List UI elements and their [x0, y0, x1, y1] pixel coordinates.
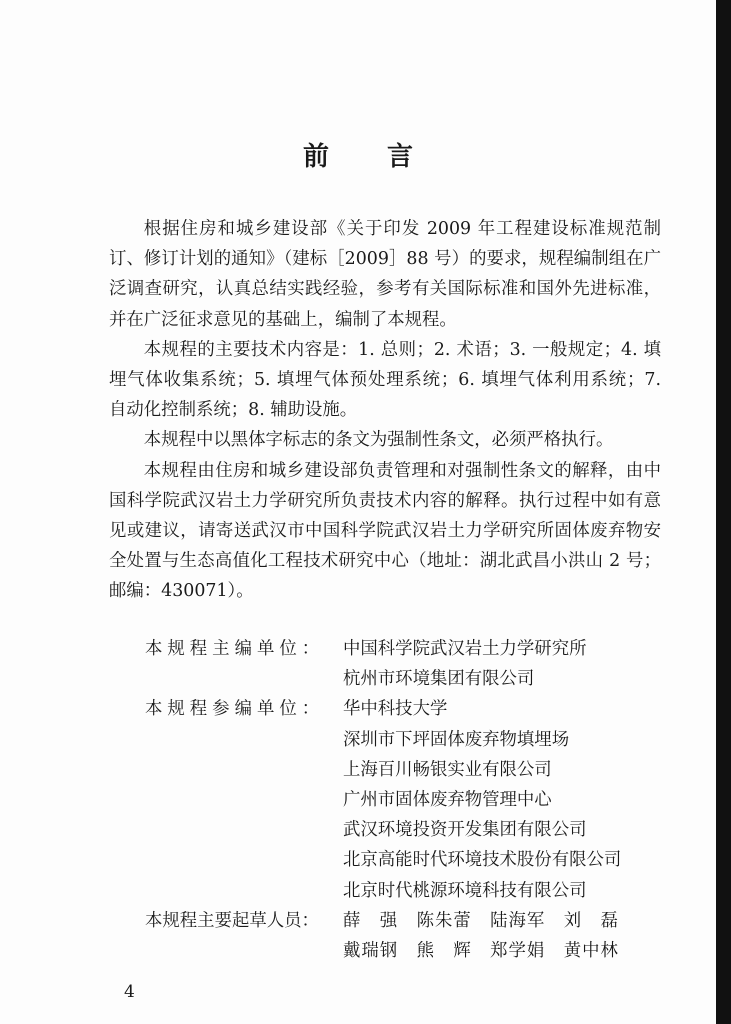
paragraph-management: 本规程由住房和城乡建设部负责管理和对强制性条文的解释，由中国科学院武汉岩土力学研究所负责技术内容的解释。执行过程中如有意见或建议，请寄送武汉市中国科学院武汉岩土力学研究所固体废弃物安全处置与生态高值化工程技术研究中心（地址：湖北武昌小洪山 2 号；邮编：430071）。: [109, 460, 661, 602]
participating-row: [109, 755, 669, 785]
participating-row: [109, 785, 669, 815]
participating-unit: 华中科技大学: [343, 699, 448, 720]
drafters-names: 戴瑞钢 熊 辉 郑学娟 黄中林: [343, 940, 619, 961]
participating-unit: 武汉环境投资开发集团有限公司: [343, 820, 587, 841]
participating-unit: 北京时代桃源环境科技有限公司: [343, 880, 587, 901]
drafters-row: [109, 936, 669, 966]
chief-editor-row: [109, 664, 669, 694]
participating-row: [109, 694, 669, 724]
chief-editor-unit: 杭州市环境集团有限公司: [343, 669, 535, 690]
participating-label: 本规程参编单位：: [145, 699, 325, 720]
units-list: [109, 634, 669, 966]
paragraph-basis: 根据住房和城乡建设部《关于印发 2009 年工程建设标准规范制订、修订计划的通知》（建标［2009］88 号）的要求，规程编制组在广泛调查研究，认真总结实践经验，参考有关国际标准和国外先进标准，并在广泛征求意见的基础上，编制了本规程。: [109, 219, 661, 330]
paragraph-contents: 本规程的主要技术内容是：1. 总则；2. 术语；3. 一般规定；4. 填埋气体收集系统；5. 填埋气体预处理系统；6. 填埋气体利用系统；7. 自动化控制系统；8. 辅助设施。: [109, 339, 661, 421]
scan-edge: [716, 0, 731, 1024]
preface-body: [109, 214, 661, 607]
chief-editor-row: [109, 634, 669, 664]
participating-row: [109, 845, 669, 875]
title-char-2: 言: [387, 142, 414, 172]
chief-editor-label: 本规程主编单位：: [145, 639, 325, 659]
participating-row: [109, 876, 669, 906]
page-number: 4: [124, 982, 135, 1002]
drafters-names: 薛 强 陈朱蕾 陆海军 刘 磊: [343, 910, 619, 931]
participating-unit: 北京高能时代环境技术股份有限公司: [343, 850, 622, 871]
participating-row: [109, 815, 669, 845]
preface-title: [0, 136, 716, 173]
title-char-1: 前: [302, 142, 329, 172]
participating-row: [109, 725, 669, 755]
paragraph-mandatory: 本规程中以黑体字标志的条文为强制性条文，必须严格执行。: [143, 430, 614, 451]
drafters-row: [109, 906, 669, 936]
participating-unit: 上海百川畅银实业有限公司: [343, 759, 552, 780]
chief-editor-unit: 中国科学院武汉岩土力学研究所: [343, 639, 587, 659]
drafters-label: 本规程主要起草人员：: [145, 910, 319, 931]
participating-unit: 广州市固体废弃物管理中心: [343, 789, 552, 810]
participating-unit: 深圳市下坪固体废弃物填埋场: [343, 729, 570, 750]
